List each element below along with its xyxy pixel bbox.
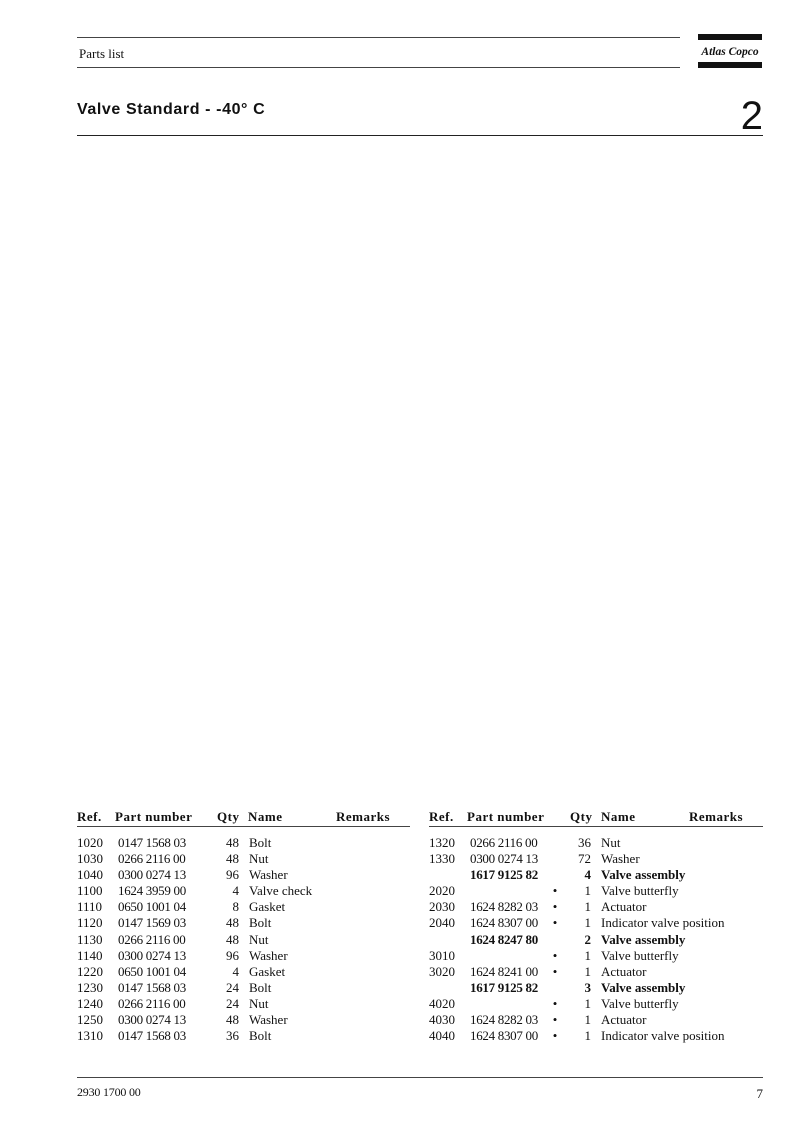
name-cell: Washer bbox=[249, 947, 288, 963]
name-cell: Nut bbox=[601, 835, 621, 850]
bullet-marker: • bbox=[552, 963, 558, 979]
part-number-cell: 0147 1569 03 bbox=[118, 915, 186, 931]
ref-cell: 1140 bbox=[77, 947, 103, 963]
table-row bbox=[429, 1028, 763, 1044]
table-row bbox=[77, 915, 410, 931]
table-row bbox=[429, 1012, 763, 1028]
right-header-part-number: Part number bbox=[467, 809, 545, 824]
document-code: 2930 1700 00 bbox=[77, 1085, 141, 1099]
ref-cell: 1320 bbox=[429, 835, 455, 850]
table-row bbox=[429, 883, 763, 899]
part-number-cell: 0650 1001 04 bbox=[118, 899, 186, 915]
name-cell: Nut bbox=[249, 931, 269, 947]
name-cell: Nut bbox=[249, 851, 269, 867]
table-row bbox=[429, 948, 763, 964]
qty-cell: 72 bbox=[578, 851, 591, 867]
left-header-qty: Qty bbox=[217, 809, 240, 824]
part-number-cell: 0650 1001 04 bbox=[118, 963, 186, 979]
ref-cell: 3010 bbox=[429, 947, 455, 963]
logo-text: Atlas Copco bbox=[701, 46, 759, 58]
ref-cell: 1040 bbox=[77, 867, 103, 883]
name-cell: Valve butterfly bbox=[601, 947, 679, 963]
table-row bbox=[77, 932, 410, 948]
ref-cell: 1240 bbox=[77, 995, 103, 1011]
part-number-cell: 0266 2116 00 bbox=[118, 851, 186, 867]
qty-cell: 36 bbox=[578, 835, 591, 850]
table-row bbox=[429, 915, 763, 931]
name-cell: Washer bbox=[249, 1012, 288, 1028]
left-header-rule bbox=[77, 826, 410, 827]
table-row bbox=[77, 883, 410, 899]
qty-cell: 8 bbox=[232, 899, 239, 915]
name-cell: Valve assembly bbox=[601, 867, 686, 883]
table-row bbox=[429, 964, 763, 980]
part-number-cell: 1624 3959 00 bbox=[118, 883, 186, 899]
qty-cell: 1 bbox=[584, 947, 591, 963]
footer-rule bbox=[77, 1077, 763, 1078]
qty-cell: 4 bbox=[232, 883, 239, 899]
right-parts-list bbox=[429, 835, 763, 1044]
name-cell: Valve assembly bbox=[601, 931, 686, 947]
ref-cell: 4040 bbox=[429, 1028, 455, 1044]
table-row bbox=[429, 899, 763, 915]
right-header-ref: Ref. bbox=[429, 809, 454, 824]
name-cell: Bolt bbox=[249, 835, 272, 850]
ref-cell: 2020 bbox=[429, 883, 455, 899]
part-number-cell: 0300 0274 13 bbox=[470, 851, 538, 867]
table-row bbox=[77, 1012, 410, 1028]
bullet-marker: • bbox=[552, 1028, 558, 1044]
qty-cell: 48 bbox=[226, 835, 239, 850]
qty-cell: 1 bbox=[584, 963, 591, 979]
qty-cell: 96 bbox=[226, 867, 239, 883]
qty-cell: 1 bbox=[584, 995, 591, 1011]
name-cell: Indicator valve position bbox=[601, 915, 725, 931]
table-row bbox=[77, 964, 410, 980]
left-parts-list bbox=[77, 835, 410, 1044]
left-header-remarks: Remarks bbox=[336, 809, 391, 824]
left-header-ref: Ref. bbox=[77, 809, 102, 824]
name-cell: Washer bbox=[601, 851, 640, 867]
table-row bbox=[77, 996, 410, 1012]
part-number-cell: 1624 8282 03 bbox=[470, 899, 538, 915]
ref-cell: 3020 bbox=[429, 963, 455, 979]
header-top-rule bbox=[77, 37, 680, 38]
title-rule bbox=[77, 135, 763, 136]
name-cell: Actuator bbox=[601, 1012, 647, 1028]
left-header-name: Name bbox=[248, 809, 283, 824]
ref-cell: 1120 bbox=[77, 915, 103, 931]
ref-cell: 4020 bbox=[429, 995, 455, 1011]
header-label: Parts list bbox=[79, 46, 125, 61]
ref-cell: 4030 bbox=[429, 1012, 455, 1028]
section-title: Valve Standard - -40° C bbox=[77, 101, 266, 118]
part-number-cell: 0147 1568 03 bbox=[118, 1028, 186, 1044]
bullet-marker: • bbox=[552, 1012, 558, 1028]
qty-cell: 36 bbox=[226, 1028, 239, 1044]
qty-cell: 4 bbox=[232, 963, 239, 979]
ref-cell: 2040 bbox=[429, 915, 455, 931]
name-cell: Gasket bbox=[249, 963, 286, 979]
table-row bbox=[77, 899, 410, 915]
part-number-cell: 0300 0274 13 bbox=[118, 947, 186, 963]
name-cell: Valve butterfly bbox=[601, 883, 679, 899]
header-bottom-rule bbox=[77, 67, 680, 68]
qty-cell: 24 bbox=[226, 979, 239, 995]
qty-cell: 1 bbox=[584, 915, 591, 931]
part-number-cell: 1624 8241 00 bbox=[470, 963, 538, 979]
part-number-cell: 1624 8247 80 bbox=[470, 931, 538, 947]
name-cell: Bolt bbox=[249, 1028, 272, 1044]
table-row bbox=[77, 851, 410, 867]
ref-cell: 2030 bbox=[429, 899, 455, 915]
ref-cell: 1220 bbox=[77, 963, 103, 979]
part-number-cell: 0147 1568 03 bbox=[118, 979, 186, 995]
table-row bbox=[77, 1028, 410, 1044]
part-number-cell: 1617 9125 82 bbox=[470, 867, 538, 883]
part-number-cell: 0300 0274 13 bbox=[118, 1012, 186, 1028]
name-cell: Actuator bbox=[601, 899, 647, 915]
qty-cell: 96 bbox=[226, 947, 239, 963]
section-number: 2 bbox=[740, 94, 763, 138]
ref-cell: 1230 bbox=[77, 979, 103, 995]
name-cell: Actuator bbox=[601, 963, 647, 979]
name-cell: Gasket bbox=[249, 899, 286, 915]
assembly-row bbox=[429, 932, 763, 948]
assembly-row bbox=[429, 980, 763, 996]
table-row bbox=[77, 980, 410, 996]
ref-cell: 1110 bbox=[77, 899, 103, 915]
part-number-cell: 1624 8307 00 bbox=[470, 915, 538, 931]
page-number: 7 bbox=[756, 1086, 763, 1101]
part-number-cell: 0300 0274 13 bbox=[118, 867, 186, 883]
part-number-cell: 0266 2116 00 bbox=[118, 931, 186, 947]
bullet-marker: • bbox=[552, 915, 558, 931]
bullet-marker: • bbox=[552, 899, 558, 915]
table-row bbox=[77, 867, 410, 883]
ref-cell: 1310 bbox=[77, 1028, 103, 1044]
name-cell: Nut bbox=[249, 995, 269, 1011]
table-row bbox=[429, 835, 763, 851]
part-number-cell: 0266 2116 00 bbox=[118, 995, 186, 1011]
qty-cell: 1 bbox=[584, 883, 591, 899]
qty-cell: 2 bbox=[584, 931, 591, 947]
right-header-rule bbox=[429, 826, 763, 827]
assembly-row bbox=[429, 867, 763, 883]
left-header-part-number: Part number bbox=[115, 809, 193, 824]
ref-cell: 1330 bbox=[429, 851, 455, 867]
qty-cell: 1 bbox=[584, 1028, 591, 1044]
part-number-cell: 0147 1568 03 bbox=[118, 835, 186, 850]
ref-cell: 1130 bbox=[77, 931, 103, 947]
ref-cell: 1020 bbox=[77, 835, 103, 850]
part-number-cell: 1624 8282 03 bbox=[470, 1012, 538, 1028]
ref-cell: 1100 bbox=[77, 883, 103, 899]
qty-cell: 48 bbox=[226, 931, 239, 947]
bullet-marker: • bbox=[552, 883, 558, 899]
name-cell: Washer bbox=[249, 867, 288, 883]
name-cell: Valve butterfly bbox=[601, 995, 679, 1011]
table-row bbox=[429, 996, 763, 1012]
table-row bbox=[77, 835, 410, 851]
qty-cell: 1 bbox=[584, 1012, 591, 1028]
part-number-cell: 0266 2116 00 bbox=[470, 835, 538, 850]
qty-cell: 4 bbox=[584, 867, 591, 883]
right-header-remarks: Remarks bbox=[689, 809, 744, 824]
ref-cell: 1030 bbox=[77, 851, 103, 867]
part-number-cell: 1617 9125 82 bbox=[470, 979, 538, 995]
qty-cell: 1 bbox=[584, 899, 591, 915]
part-number-cell: 1624 8307 00 bbox=[470, 1028, 538, 1044]
right-header-qty: Qty bbox=[570, 809, 593, 824]
qty-cell: 48 bbox=[226, 851, 239, 867]
table-row bbox=[77, 948, 410, 964]
atlas-copco-logo bbox=[698, 34, 762, 68]
ref-cell: 1250 bbox=[77, 1012, 103, 1028]
name-cell: Bolt bbox=[249, 915, 272, 931]
qty-cell: 3 bbox=[584, 979, 591, 995]
right-header-name: Name bbox=[601, 809, 636, 824]
qty-cell: 48 bbox=[226, 915, 239, 931]
bullet-marker: • bbox=[552, 947, 558, 963]
name-cell: Bolt bbox=[249, 979, 272, 995]
qty-cell: 48 bbox=[226, 1012, 239, 1028]
table-row bbox=[429, 851, 763, 867]
name-cell: Indicator valve position bbox=[601, 1028, 725, 1044]
name-cell: Valve check bbox=[249, 883, 313, 899]
name-cell: Valve assembly bbox=[601, 979, 686, 995]
qty-cell: 24 bbox=[226, 995, 239, 1011]
bullet-marker: • bbox=[552, 995, 558, 1011]
